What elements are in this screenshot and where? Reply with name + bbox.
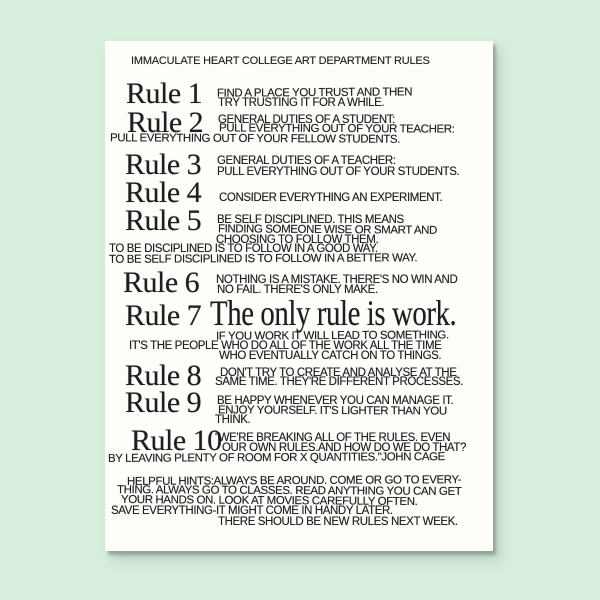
rule-9-line: BE HAPPY WHENEVER YOU CAN MANAGE IT. <box>217 395 454 407</box>
rule-5-line: CHOOSING TO FOLLOW THEM. <box>216 234 379 246</box>
helpful-hints-line: SAVE EVERYTHING-IT MIGHT COME IN HANDY LATER. <box>111 505 393 517</box>
rule-10-line: OUR OWN RULES.AND HOW DO WE DO THAT? <box>222 442 466 454</box>
rule-8-label: Rule 8 <box>125 359 202 392</box>
rule-10-line: "WE'RE BREAKING ALL OF THE RULES. EVEN <box>215 432 451 444</box>
rule-5-line: BE SELF DISCIPLINED. THIS MEANS <box>217 214 404 226</box>
rule-7-line: WHO EVENTUALLY CATCH ON TO THINGS. <box>219 350 442 362</box>
poster <box>105 41 493 551</box>
rule-7-line: IT'S THE PEOPLE WHO DO ALL OF THE WORK ALL THE TIME <box>129 340 442 352</box>
helpful-hints-line: YOUR HANDS ON. LOOK AT MOVIES CAREFULLY OFTEN. <box>120 493 418 509</box>
rule-2-line: PULL EVERYTHING OUT OF YOUR FELLOW STUDENTS. <box>109 132 401 146</box>
rule-10-label: Rule 10 <box>131 424 222 457</box>
helpful-hints-line: THING. ALWAYS GO TO CLASSES. READ ANYTHING YOU CAN GET <box>116 484 462 498</box>
rule-6-line: NOTHING IS A MISTAKE. THERE'S NO WIN AND <box>216 274 458 286</box>
rule-2-line: GENERAL DUTIES OF A STUDENT: <box>218 114 395 126</box>
rule-8-line: DON'T TRY TO CREATE AND ANALYSE AT THE <box>220 367 457 379</box>
rule-9-label: Rule 9 <box>125 386 202 419</box>
rule-5-line: TO BE DISCIPLINED IS TO FOLLOW IN A GOOD WAY. <box>109 243 378 255</box>
rule-2-label: Rule 2 <box>127 106 204 139</box>
rule-7-headline: The only rule is work. <box>210 293 457 333</box>
rule-8-line: SAME TIME. THEY'RE DIFFERENT PROCESSES. <box>215 376 463 388</box>
rule-1-line: TRY TRUSTING IT FOR A WHILE. <box>218 97 385 109</box>
rule-6-line: NO FAIL. THERE'S ONLY MAKE. <box>217 284 378 296</box>
rule-5-line: TO BE SELF DISCIPLINED IS TO FOLLOW IN A BETTER WAY. <box>108 252 418 266</box>
rule-5-label: Rule 5 <box>125 204 202 237</box>
helpful-hints-line: HELPFUL HINTS:ALWAYS BE AROUND. COME OR GO TO EVERY- <box>126 474 462 488</box>
rule-9-line: ENJOY YOURSELF. IT'S LIGHTER THAN YOU <box>217 404 447 418</box>
rule-4-label: Rule 4 <box>125 176 202 209</box>
rule-10-line: BY LEAVING PLENTY OF ROOM FOR X QUANTITIES."JOHN CAGE <box>107 451 445 465</box>
rule-4-line: CONSIDER EVERYTHING AN EXPERIMENT. <box>219 192 443 204</box>
rule-2-line: PULL EVERYTHING OUT OF YOUR TEACHER: <box>218 122 455 136</box>
rule-1-label: Rule 1 <box>126 77 203 110</box>
poster-title: IMMACULATE HEART COLLEGE ART DEPARTMENT RULES <box>131 55 430 67</box>
rule-5-line: FINDING SOMEONE WISE OR SMART AND <box>217 223 438 237</box>
rule-3-line: GENERAL DUTIES OF A TEACHER: <box>217 155 396 167</box>
rule-9-line: THINK. <box>215 414 251 426</box>
rule-3-line: PULL EVERYTHING OUT OF YOUR STUDENTS. <box>217 166 460 178</box>
rule-7-label: Rule 7 <box>125 299 202 332</box>
rule-7-line: IF YOU WORK IT WILL LEAD TO SOMETHING. <box>215 329 449 343</box>
rule-1-line: FIND A PLACE YOU TRUST AND THEN <box>216 86 413 100</box>
helpful-hints-line: THERE SHOULD BE NEW RULES NEXT WEEK. <box>218 516 458 528</box>
rule-6-label: Rule 6 <box>123 266 200 299</box>
rule-3-label: Rule 3 <box>125 148 202 181</box>
